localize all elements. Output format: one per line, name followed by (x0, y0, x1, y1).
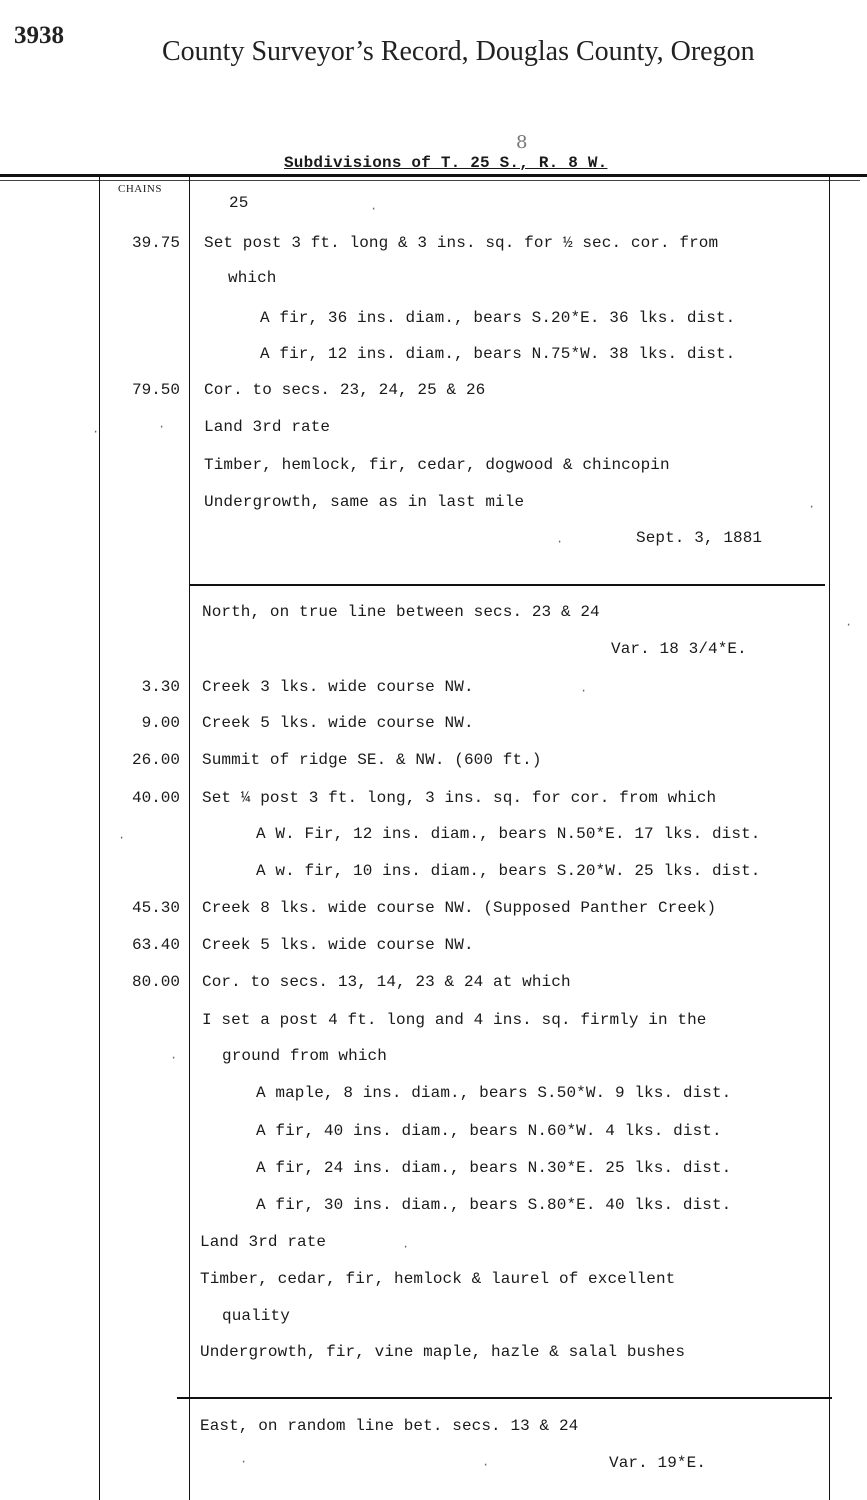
section-divider (189, 584, 825, 586)
speck: · (158, 420, 166, 434)
speck: · (92, 425, 100, 439)
note-line: Undergrowth, fir, vine maple, hazle & salal bushes (200, 1343, 686, 1361)
note-line: Set post 3 ft. long & 3 ins. sq. for ½ sec. cor. from (204, 234, 719, 252)
chains-column-divider (189, 177, 190, 1500)
note-line: Land 3rd rate (200, 1233, 327, 1251)
header-rule (0, 174, 867, 177)
page-title: County Surveyor’s Record, Douglas County, Oregon (162, 36, 755, 67)
chain-value: 26.00 (131, 751, 180, 769)
note-line: Land 3rd rate (204, 418, 331, 436)
speck: · (170, 1051, 178, 1065)
speck: · (808, 500, 816, 514)
note-line: Creek 5 lks. wide course NW. (202, 714, 474, 732)
note-line: ground from which (222, 1047, 387, 1065)
table-right-border (829, 177, 830, 1500)
note-line: Timber, cedar, fir, hemlock & laurel of excellent (200, 1270, 676, 1288)
speck: · (118, 831, 126, 845)
chain-value: 9.00 (141, 714, 180, 732)
bearing-tree-line: A fir, 40 ins. diam., bears N.60*W. 4 lks. dist. (256, 1122, 722, 1140)
speck: · (845, 618, 853, 632)
speck: · (370, 202, 378, 216)
chain-value: 63.40 (131, 936, 180, 954)
note-line: Cor. to secs. 13, 14, 23 & 24 at which (202, 973, 571, 991)
note-line: Creek 3 lks. wide course NW. (202, 678, 474, 696)
speck: · (482, 1458, 490, 1472)
chain-value: 39.75 (131, 234, 180, 252)
speck: · (240, 1455, 248, 1469)
bearing-tree-line: A w. fir, 10 ins. diam., bears S.20*W. 25 lks. dist. (256, 862, 761, 880)
note-line: Set ¼ post 3 ft. long, 3 ins. sq. for cor. from which (202, 789, 717, 807)
variation-note: Var. 18 3/4*E. (611, 640, 747, 658)
page-number: 3938 (14, 22, 64, 49)
note-line: I set a post 4 ft. long and 4 ins. sq. firmly in the (202, 1011, 707, 1029)
bearing-tree-line: A maple, 8 ins. diam., bears S.50*W. 9 lks. dist. (256, 1084, 732, 1102)
bearing-tree-line: A W. Fir, 12 ins. diam., bears N.50*E. 17 lks. dist. (256, 825, 761, 843)
chain-value: 45.30 (131, 899, 180, 917)
chains-column-header: CHAINS (118, 183, 162, 195)
survey-date: Sept. 3, 1881 (636, 529, 763, 547)
chain-value: 80.00 (131, 973, 180, 991)
bearing-tree-line: A fir, 12 ins. diam., bears N.75*W. 38 lks. dist. (260, 345, 736, 363)
bearing-tree-line: A fir, 24 ins. diam., bears N.30*E. 25 lks. dist. (256, 1159, 732, 1177)
chain-value: 3.30 (141, 678, 180, 696)
note-line: which (228, 269, 277, 287)
line-heading: North, on true line between secs. 23 & 24 (202, 603, 600, 621)
chain-value: 79.50 (131, 381, 180, 399)
line-heading: East, on random line bet. secs. 13 & 24 (200, 1417, 579, 1435)
table-left-border (99, 177, 100, 1500)
variation-note: Var. 19*E. (609, 1454, 707, 1472)
section-divider (177, 1397, 832, 1399)
speck: · (580, 684, 588, 698)
bearing-tree-line: A fir, 30 ins. diam., bears S.80*E. 40 lks. dist. (256, 1196, 732, 1214)
chain-value: 40.00 (131, 789, 180, 807)
handwritten-mark: 8 (516, 132, 528, 153)
subdivision-title: Subdivisions of T. 25 S., R. 8 W. (284, 154, 608, 172)
note-line: quality (222, 1307, 290, 1325)
section-label: 25 (229, 194, 249, 212)
header-rule-thin (0, 180, 860, 181)
note-line: Timber, hemlock, fir, cedar, dogwood & chincopin (204, 456, 670, 474)
note-line: Undergrowth, same as in last mile (204, 493, 525, 511)
note-line: Creek 8 lks. wide course NW. (Supposed Panther Creek) (202, 899, 717, 917)
note-line: Summit of ridge SE. & NW. (600 ft.) (202, 751, 542, 769)
speck: · (402, 1240, 410, 1254)
bearing-tree-line: A fir, 36 ins. diam., bears S.20*E. 36 lks. dist. (260, 309, 736, 327)
note-line: Cor. to secs. 23, 24, 25 & 26 (204, 381, 486, 399)
note-line: Creek 5 lks. wide course NW. (202, 936, 474, 954)
speck: · (556, 535, 564, 549)
